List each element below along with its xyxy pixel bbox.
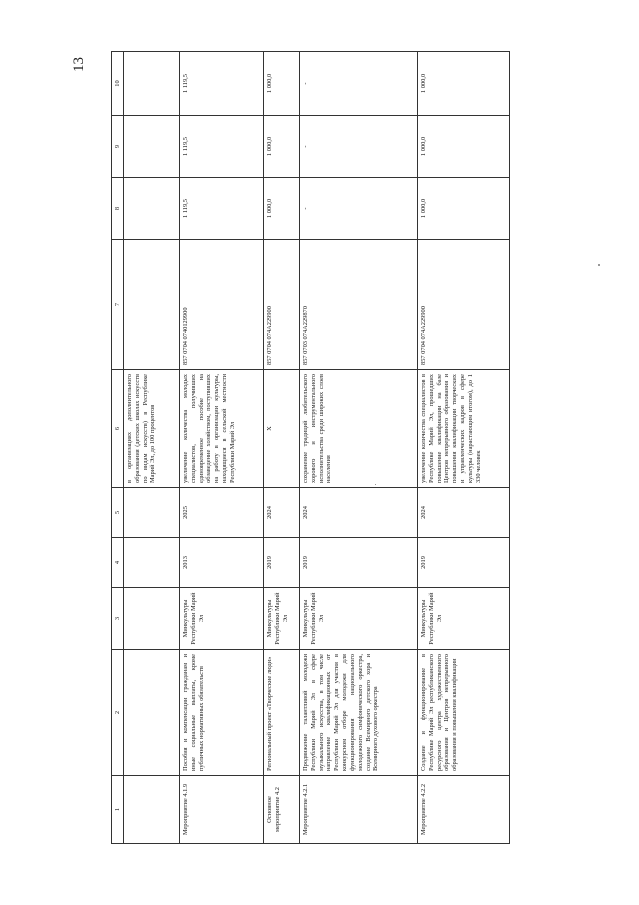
result-cell: в организациях дополнительного образования (детских школах искусств по видам искусств) в Республике Марий Эл, до 100 процентов: [124, 370, 180, 488]
column-header: 8: [112, 178, 124, 240]
column-header: 1: [112, 776, 124, 844]
start-year-cell: 2013: [180, 538, 264, 588]
executor-cell: Минкультуры Республики Марий Эл: [264, 588, 300, 650]
budget-code-cell: 857 0704 074A229900: [418, 240, 510, 370]
amount-cell: 1 000,0: [418, 52, 510, 116]
column-header: 3: [112, 588, 124, 650]
table-row: [264, 52, 300, 844]
column-number-row: [112, 52, 124, 844]
measure-cell: Основное мероприятие 4.2: [264, 776, 300, 844]
executor-cell: Минкультуры Республики Марий Эл: [300, 588, 418, 650]
column-header: 4: [112, 538, 124, 588]
rotated-table-container: [111, 52, 513, 844]
measure-cell: Мероприятие 4.2.2: [418, 776, 510, 844]
description-cell: Продвижение талантливой молодежи Республики Марий Эл в сфере музыкального искусства, в том числе направление квалификационных от Республики Марий Эл для участия в конкурсном отборе молодежи для функционирования национального молодежного симфонического оркестра, создание Всемирного детского хора и Всемирного духового оркестра: [300, 650, 418, 776]
measure-cell: Мероприятие 4.2.1: [300, 776, 418, 844]
column-header: 6: [112, 370, 124, 488]
executor-cell: Минкультуры Республики Марий Эл: [180, 588, 264, 650]
end-year-cell: 2025: [180, 488, 264, 538]
amount-cell: 1 000,0: [418, 116, 510, 178]
result-cell: увеличение количества специалистов в Республике Марий Эл, прошедших повышение квалификации на базе Центров непрерывного образования и повышения квалификации творческих и управленческих кадров в сфере культуры (нарастающим итогом), до 1 330 человек: [418, 370, 510, 488]
column-header: 5: [112, 488, 124, 538]
budget-code-cell: [124, 240, 180, 370]
amount-cell: [124, 178, 180, 240]
amount-cell: 1 000,0: [418, 178, 510, 240]
amount-cell: [124, 116, 180, 178]
budget-code-cell: 857 0704 074A229900: [264, 240, 300, 370]
result-cell: увеличение количества молодых специалистов, получивших единовременное пособие на обзаведение хозяйством, поступивших на работу в организации культуры, находящиеся в сельской местности Республики Марий Эл: [180, 370, 264, 488]
amount-cell: 1 000,0: [264, 52, 300, 116]
amount-cell: -: [300, 116, 418, 178]
description-cell: Пособия и компенсации гражданам и иные социальные выплаты, кроме публичных нормативных обязательств: [180, 650, 264, 776]
start-year-cell: 2019: [300, 538, 418, 588]
description-cell: Региональный проект «Творческие люди»: [264, 650, 300, 776]
amount-cell: 1 000,0: [264, 116, 300, 178]
description-cell: [124, 650, 180, 776]
column-header: 9: [112, 116, 124, 178]
executor-cell: [124, 588, 180, 650]
end-year-cell: 2024: [418, 488, 510, 538]
budget-code-cell: 857 0703 074A229870: [300, 240, 418, 370]
start-year-cell: 2019: [264, 538, 300, 588]
amount-cell: 1 000,0: [264, 178, 300, 240]
start-year-cell: [124, 538, 180, 588]
amount-cell: -: [300, 52, 418, 116]
table-row: [180, 52, 264, 844]
end-year-cell: [124, 488, 180, 538]
measure-cell: [124, 776, 180, 844]
table-row: [124, 52, 180, 844]
column-header: 2: [112, 650, 124, 776]
page-number: 13: [71, 57, 87, 72]
amount-cell: [124, 52, 180, 116]
table-row: [300, 52, 418, 844]
measure-cell: Мероприятие 4.1.9: [180, 776, 264, 844]
start-year-cell: 2019: [418, 538, 510, 588]
result-cell: Х: [264, 370, 300, 488]
column-header: 10: [112, 52, 124, 116]
amount-cell: -: [300, 178, 418, 240]
amount-cell: 1 119,5: [180, 178, 264, 240]
amount-cell: 1 119,5: [180, 116, 264, 178]
end-year-cell: 2024: [264, 488, 300, 538]
executor-cell: Минкультуры Республики Марий Эл: [418, 588, 510, 650]
column-header: 7: [112, 240, 124, 370]
scan-speck: [375, 484, 376, 485]
program-measures-table: [111, 51, 510, 844]
description-cell: Создание и функционирование в Республике Марий Эл республиканского ресурсного центра художественного образования и Центров непрерывного образования и повышения квалификации: [418, 650, 510, 776]
budget-code-cell: 857 0704 0740129900: [180, 240, 264, 370]
amount-cell: 1 119,5: [180, 52, 264, 116]
table-row: [418, 52, 510, 844]
result-cell: сохранение традиций любительского хорового и инструментального исполнительства среди широких слоев населения: [300, 370, 418, 488]
end-year-cell: 2024: [300, 488, 418, 538]
scan-speck: [598, 264, 600, 266]
